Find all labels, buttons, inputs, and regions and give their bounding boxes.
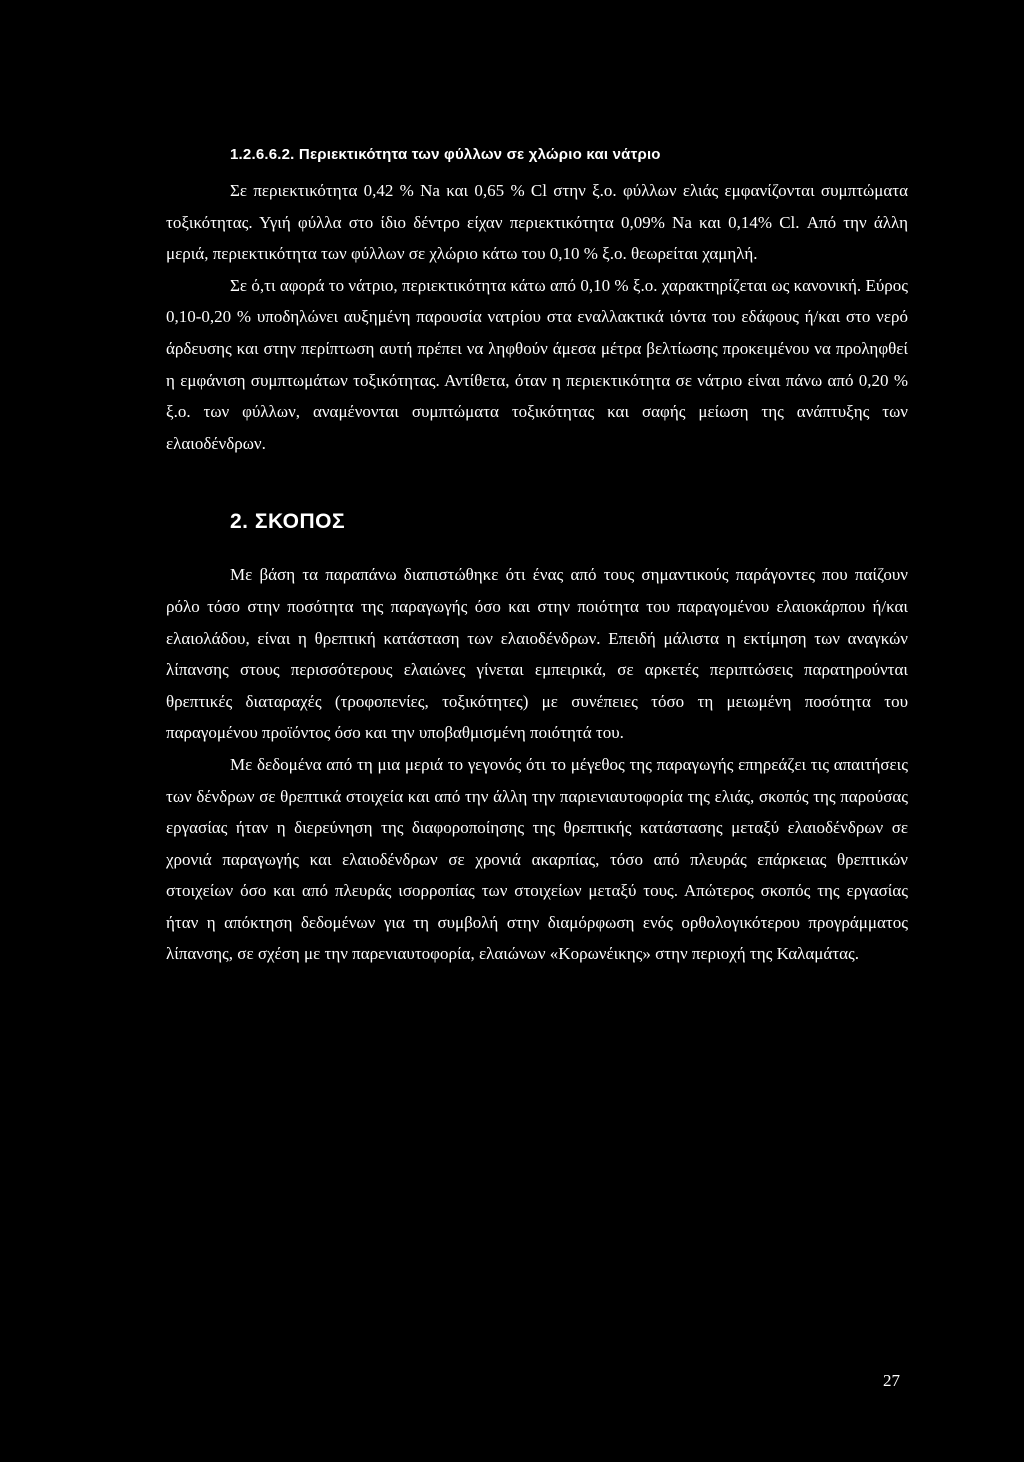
paragraph: Σε περιεκτικότητα 0,42 % Na και 0,65 % Cl στην ξ.ο. φύλλων ελιάς εμφανίζονται συμπτώματα τοξικότητας. Υγιή φύλλα στο ίδιο δέντρο είχαν περιεκτικότητα 0,09% Na και 0,14% Cl. Από την άλλη μεριά, περιεκτικότητα των φύλλων σε χλώριο κάτω του 0,10 % ξ.ο. θεωρείται χαμηλή.	[166, 181, 908, 264]
paragraph: Σε ό,τι αφορά το νάτριο, περιεκτικότητα κάτω από 0,10 % ξ.ο. χαρακτηρίζεται ως κανονική. Εύρος 0,10-0,20 % υποδηλώνει αυξημένη παρουσία νατρίου στα εναλλακτικά ιόντα του εδάφους ή/και στο νερό άρδευσης και στην περίπτωση αυτή πρέπει να ληφθούν άμεσα μέτρα βελτίωσης προκειμένου να προληφθεί η εμφάνιση συμπτωμάτων τοξικότητας. Αντίθετα, όταν η περιεκτικότητα σε νάτριο είναι πάνω από 0,20 % ξ.ο. των φύλλων, αναμένονται συμπτώματα τοξικότητας και σαφής μείωση της ανάπτυξης των ελαιοδένδρων.	[166, 275, 908, 453]
section-heading: 1.2.6.6.2. Περιεκτικότητα των φύλλων σε χλώριο και νάτριο	[230, 146, 661, 163]
page-number: 27	[883, 1371, 900, 1390]
paragraph: Με βάση τα παραπάνω διαπιστώθηκε ότι ένας από τους σημαντικούς παράγοντες που παίζουν ρόλο τόσο στην ποσότητα της παραγωγής όσο και στην ποιότητα του παραγομένου ελαιοκάρπου ή/και ελαιολάδου, είναι η θρεπτική κατάσταση των ελαιοδένδρων. Επειδή μάλιστα η εκτίμηση των αναγκών λίπανσης στους περισσότερους ελαιώνες γίνεται εμπειρικά, σε αρκετές περιπτώσεις παρατηρούνται θρεπτικές διαταραχές (τροφοπενίες, τοξικότητες) με συνέπειες τόσο τη μειωμένη ποσότητα του παραγομένου προϊόντος όσο και την υποβαθμισμένη ποιότητά του.	[166, 565, 908, 743]
paragraph: Με δεδομένα από τη μια μεριά το γεγονός ότι το μέγεθος της παραγωγής επηρεάζει τις απαιτήσεις των δένδρων σε θρεπτικά στοιχεία και από την άλλη την παριενιαυτοφορία της ελιάς, σκοπός της παρούσας εργασίας ήταν η διερεύνηση της διαφοροποίησης της θρεπτικής κατάστασης μεταξύ ελαιοδένδρων σε χρονιά παραγωγής και ελαιοδένδρων σε χρονιά ακαρπίας, τόσο από πλευράς επάρκειας θρεπτικών στοιχείων όσο και από πλευράς ισορροπίας των στοιχείων μεταξύ τους. Απώτερος σκοπός της εργασίας ήταν η απόκτηση δεδομένων για τη συμβολή στην διαμόρφωση ενός ορθολογικότερου προγράμματος λίπανσης, σε σχέση με την παρενιαυτοφορία, ελαιώνων «Κορωνέικης» στην περιοχή της Καλαμάτας.	[166, 754, 908, 964]
chapter-heading: 2. ΣΚΟΠΟΣ	[230, 510, 346, 534]
page-content	[166, 143, 908, 970]
